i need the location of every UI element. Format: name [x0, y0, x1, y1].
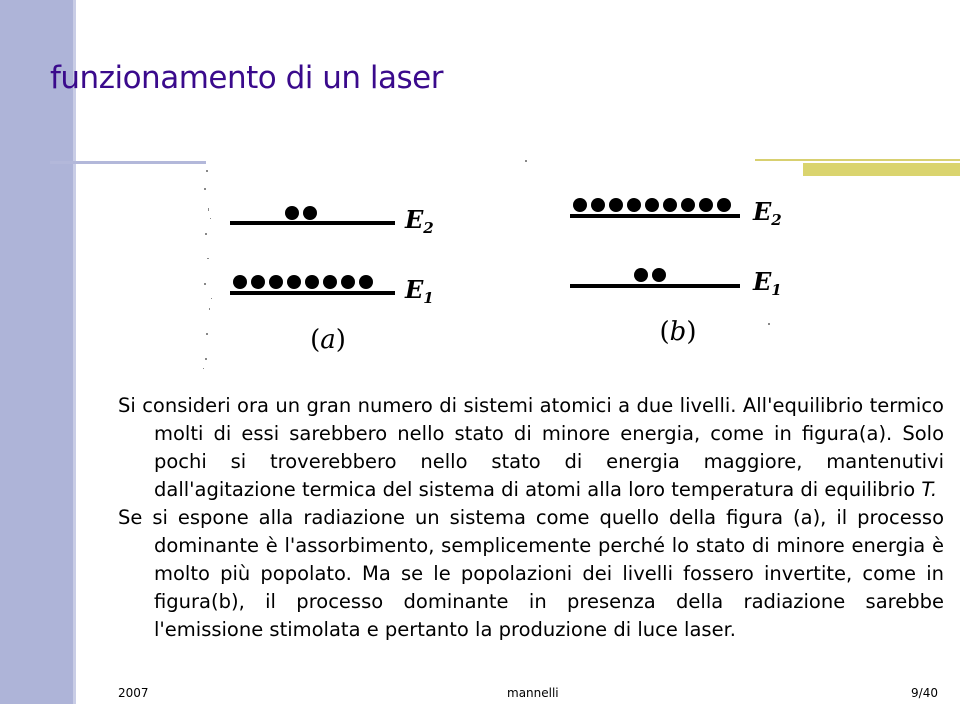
atom: [681, 198, 695, 212]
panel-a-label: (a): [310, 325, 346, 355]
footer-year: 2007: [118, 686, 149, 700]
atom: [303, 206, 317, 220]
atom: [634, 268, 648, 282]
body-text: [118, 392, 944, 644]
left-bar-edge: [73, 0, 76, 704]
atom: [305, 275, 319, 289]
atom: [663, 198, 677, 212]
level-label-b-e1: $E_1$: [753, 267, 782, 299]
panel-a: [230, 205, 434, 355]
atom: [341, 275, 355, 289]
atom: [645, 198, 659, 212]
atom: [609, 198, 623, 212]
atom: [573, 198, 587, 212]
paragraph-2: Se si espone alla radiazione un sistema come quello della figura (a), il processo dominante è l'assorbimento, semplicemente perché lo stato di minore energia è molto più popolato. Ma se le popolazioni dei livelli fossero invertite, come in figura(b), il processo dominante in presenza della radiazione sarebbe l'emissione stimolata e pertanto la produzione di luce laser.: [118, 506, 944, 641]
level-label-a-e2: $E_2$: [405, 205, 434, 237]
atom: [627, 198, 641, 212]
atom: [699, 198, 713, 212]
atom: [591, 198, 605, 212]
atom: [359, 275, 373, 289]
atom: [652, 268, 666, 282]
temperature-symbol: T.: [921, 478, 938, 501]
atom: [717, 198, 731, 212]
atom: [287, 275, 301, 289]
panel-b-label: (b): [659, 317, 697, 347]
paragraph-1-text: Si consideri ora un gran numero di sistemi atomici a due livelli. All'equilibrio termico molti di essi sarebbero nello stato di minore energia, come in figura(a). Solo pochi si troverebbero nello stato di energia maggiore, mantenutivi dall'agitazione termica del sistema di atomi alla loro temperatura di equilibrio: [118, 394, 944, 501]
panel-b: [570, 197, 782, 347]
energy-level-figure: [200, 158, 800, 378]
paragraph-1: [118, 392, 944, 504]
level-label-a-e1: $E_1$: [405, 275, 434, 307]
slide-title: funzionamento di un laser: [50, 60, 443, 96]
title-rule-left: [50, 161, 206, 164]
left-decorative-bar: [0, 0, 73, 704]
atom: [323, 275, 337, 289]
level-label-b-e2: $E_2$: [753, 197, 782, 229]
footer-author: mannelli: [507, 686, 559, 700]
footer-page-number: 9/40: [911, 686, 938, 700]
atom: [269, 275, 283, 289]
atom: [285, 206, 299, 220]
atom: [233, 275, 247, 289]
title-rule-right-thick: [803, 163, 960, 176]
atom: [251, 275, 265, 289]
